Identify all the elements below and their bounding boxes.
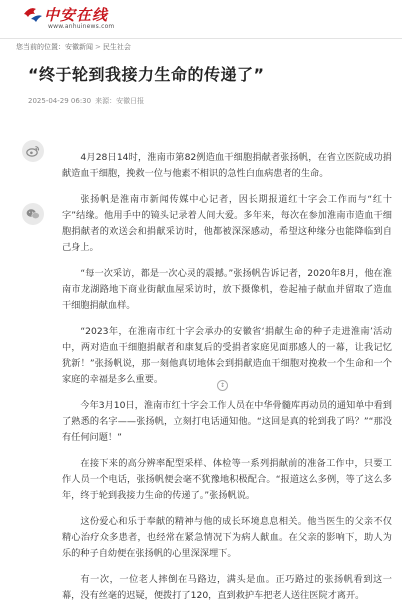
article-paragraph: 4月28日14时，淮南市第82例造血干细胞捐献者张扬帆，在省立医院成功捐献造血干细胞，挽救一位与他素不相识的急性白血病患者的生命。 <box>62 152 392 179</box>
header-divider <box>0 38 402 39</box>
breadcrumb-separator: > <box>95 43 101 51</box>
site-logo[interactable] <box>22 3 114 33</box>
wechat-icon <box>26 208 40 220</box>
article-title: “终于轮到我接力生命的传递了” <box>28 65 265 84</box>
article-paragraph: 在接下来的高分辨率配型采样、体检等一系列捐献前的准备工作中，只要工作人员一个电话，张扬帆便会毫不犹豫地积极配合。“报道这么多例，等了这么多年，终于轮到我接力生命的传递了。”张扬帆说。 <box>62 458 392 501</box>
breadcrumb <box>16 42 131 52</box>
article-paragraph: 这份爱心和乐于奉献的精神与他的成长环境息息相关。他当医生的父亲不仅精心治疗众多患者，也经常在紧急情况下为病人献血。在父亲的影响下，助人为乐的种子自幼便在张扬帆的心里深深埋下。 <box>62 516 392 559</box>
breadcrumb-label: 您当前的位置： <box>16 43 65 51</box>
logo-text: 中安在线 <box>44 6 109 24</box>
source-label: 来源： <box>95 97 117 105</box>
article-paragraph: “2023年，在淮南市红十字会承办的安徽省‘捐献生命的种子走进淮南’活动中，两对造血干细胞捐献者和康复后的受捐者家庭见面那感人的一幕，让我记忆犹新！”张扬帆说，那一刻他真切地体会到捐献造血干细胞对挽救一个生命和一个家庭的幸福是多么重要。 <box>62 326 392 385</box>
article-paragraph: 有一次，一位老人摔倒在马路边，满头是血。正巧路过的张扬帆看到这一幕，没有丝毫的迟疑，便拨打了120，直到救护车把老人送往医院才离开。 <box>62 574 392 601</box>
scroll-indicator-icon[interactable]: ↕ <box>217 380 228 391</box>
article-datetime: 2025-04-29 06:30 <box>28 97 92 105</box>
logo-icon <box>22 5 44 23</box>
article-paragraph: “每一次采访，都是一次心灵的震撼。”张扬帆告诉记者，2020年8月，他在淮南市龙湖路地下商业街献血屋采访时，放下摄像机，卷起袖子献血并留取了造血干细胞捐献血样。 <box>62 268 392 311</box>
logo-url: www.anhuinews.com <box>48 23 115 30</box>
breadcrumb-item-anhui-news[interactable]: 安徽新闻 <box>65 43 93 51</box>
article-meta <box>28 96 148 106</box>
article-paragraph: 张扬帆是淮南市新闻传媒中心记者，因长期报道红十字会工作而与“红十字”结缘。他用手中的镜头记录着人间大爱。多年来，每次在参加淮南市造血干细胞捐献者的欢送会和捐献采访时，他都被深深感动，希望这种缘分也能降临到自己身上。 <box>62 194 392 253</box>
site-header <box>0 0 402 38</box>
breadcrumb-item-livelihood[interactable]: 民生社会 <box>102 43 131 51</box>
article-source: 安徽日报 <box>116 97 145 105</box>
share-wechat-button[interactable] <box>22 203 44 225</box>
share-weibo-button[interactable] <box>22 140 44 162</box>
weibo-icon <box>26 145 40 157</box>
article-paragraph: 今年3月10日，淮南市红十字会工作人员在中华骨髓库再动员的通知单中看到了熟悉的名字——张扬帆，立刻打电话通知他。“这回是真的轮到我了吗？”“那没有任何问题！” <box>62 400 392 443</box>
